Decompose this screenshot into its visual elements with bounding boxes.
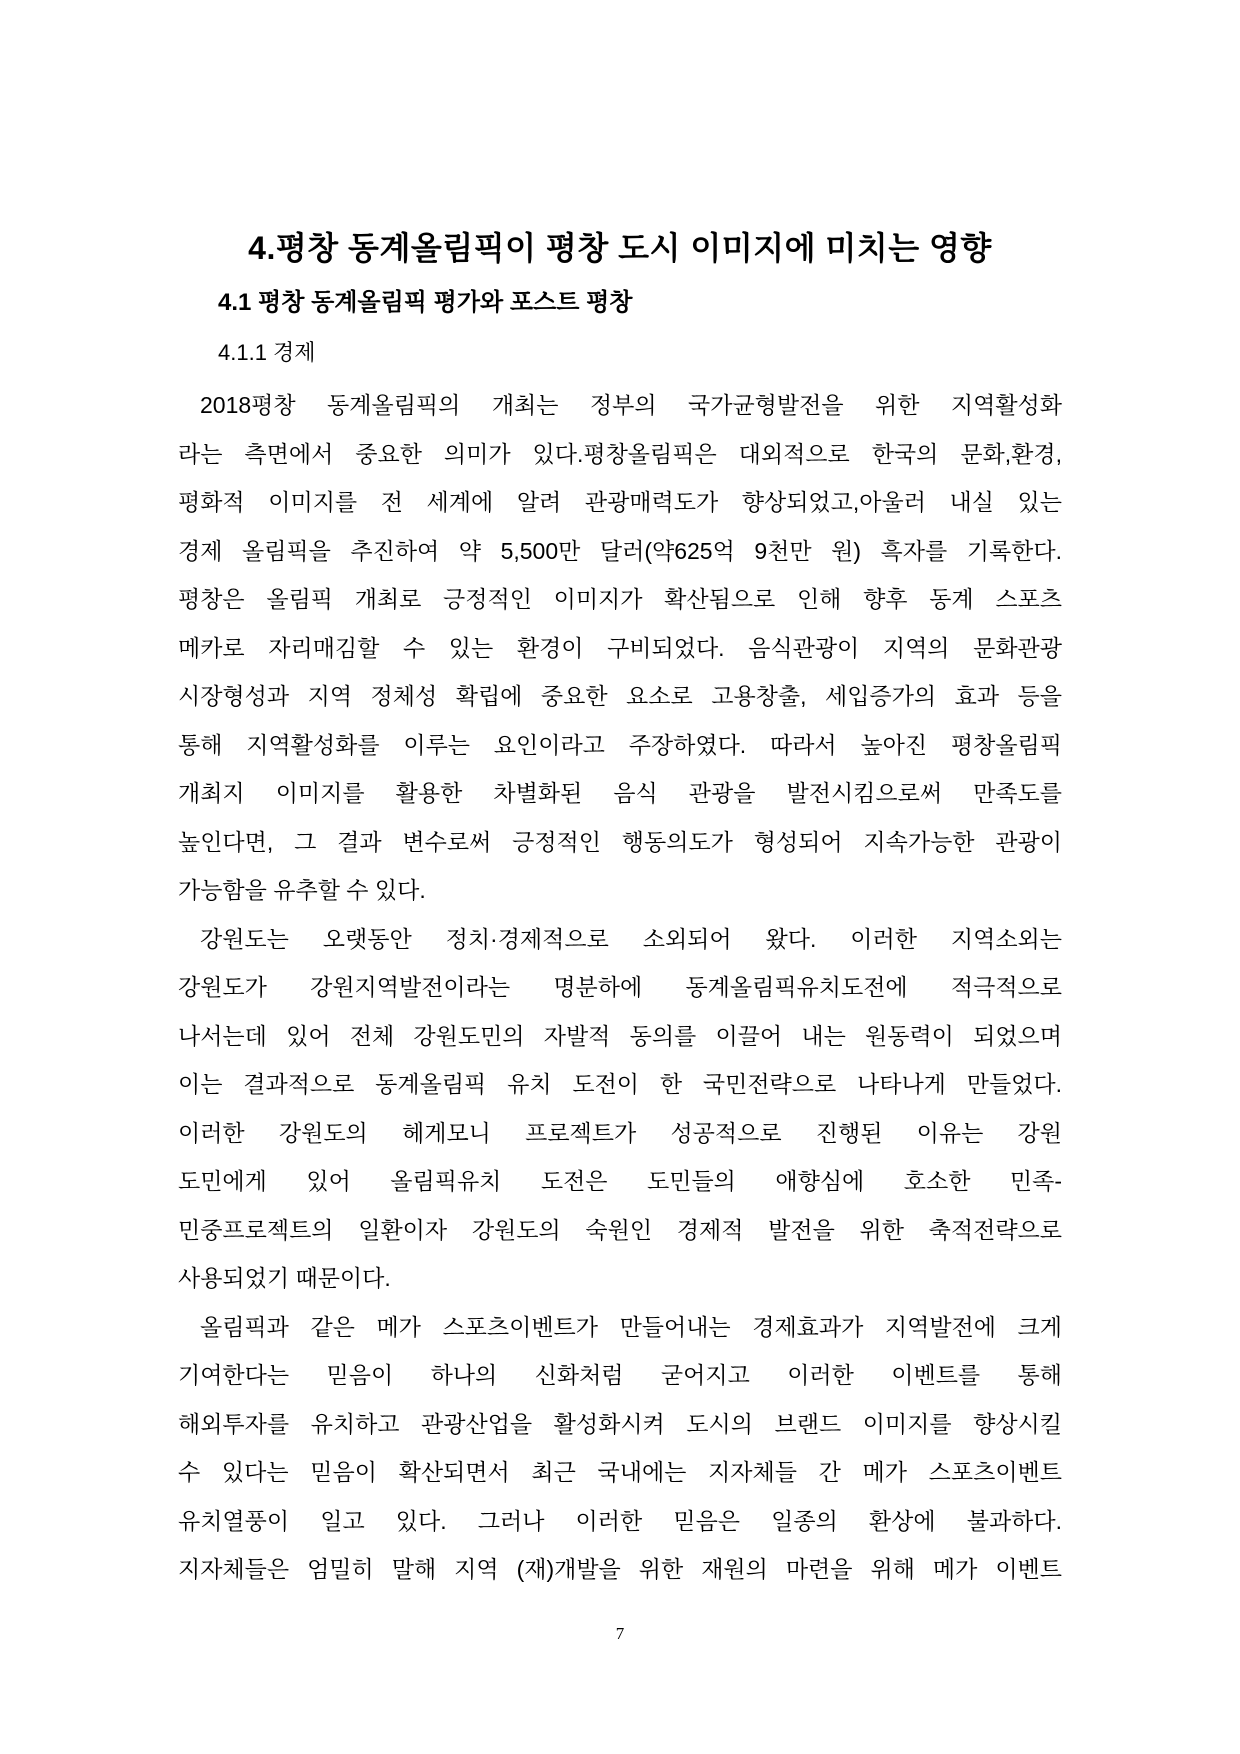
text-line: 수 있다는 믿음이 확산되면서 최근 국내에는 지자체들 간 메가 스포츠이벤트 — [178, 1459, 1062, 1485]
text-line: 가능함을 유추할 수 있다. — [178, 877, 426, 903]
text-line: 통해 지역활성화를 이루는 요인이라고 주장하였다. 따라서 높아진 평창올림픽 — [178, 731, 1062, 758]
page-number: 7 — [615, 1623, 625, 1643]
text-line: 높인다면, 그 결과 변수로써 긍정적인 행동의도가 형성되어 지속가능한 관광이 — [178, 828, 1062, 855]
subsubsection-heading: 4.1.1 경제 — [218, 340, 316, 365]
text-line: 개최지 이미지를 활용한 차별화된 음식 관광을 발전시킴으로써 만족도를 — [178, 780, 1062, 806]
text-line: 사용되었기 때문이다. — [178, 1265, 391, 1291]
paragraph — [178, 915, 1062, 1303]
section-heading: 4.평창 동계올림픽이 평창 도시 이미지에 미치는 영향 — [248, 230, 992, 266]
text-line: 해외투자를 유치하고 관광산업을 활성화시켜 도시의 브랜드 이미지를 향상시킬 — [178, 1410, 1062, 1437]
text-line: 경제 올림픽을 추진하여 약 5,500만 달러(약625억 9천만 원) 흑자를 기록한다. — [178, 537, 1062, 564]
text-line: 메카로 자리매김할 수 있는 환경이 구비되었다. 음식관광이 지역의 문화관광 — [178, 634, 1062, 661]
text-line: 도민에게 있어 올림픽유치 도전은 도민들의 애향심에 호소한 민족- — [178, 1168, 1062, 1194]
text-line: 이는 결과적으로 동계올림픽 유치 도전이 한 국민전략으로 나타나게 만들었다. — [178, 1071, 1062, 1097]
text-line: 2018평창 동계올림픽의 개최는 정부의 국가균형발전을 위한 지역활성화 — [200, 392, 1062, 418]
text-line: 이러한 강원도의 헤게모니 프로젝트가 성공적으로 진행된 이유는 강원 — [178, 1119, 1062, 1146]
text-line: 평창은 올림픽 개최로 긍정적인 이미지가 확산됨으로 인해 향후 동계 스포츠 — [178, 586, 1062, 612]
text-line: 평화적 이미지를 전 세계에 알려 관광매력도가 향상되었고,아울러 내실 있는 — [178, 489, 1062, 515]
body-text — [178, 381, 1062, 1594]
text-column — [178, 0, 1062, 1644]
subsection-heading: 4.1 평창 동계올림픽 평가와 포스트 평창 — [218, 289, 633, 316]
text-line: 시장형성과 지역 정체성 확립에 중요한 요소로 고용창출, 세입증가의 효과 등을 — [178, 683, 1062, 709]
text-line: 유치열풍이 일고 있다. 그러나 이러한 믿음은 일종의 환상에 불과하다. — [178, 1507, 1062, 1534]
text-line: 기여한다는 믿음이 하나의 신화처럼 굳어지고 이러한 이벤트를 통해 — [178, 1362, 1062, 1388]
paragraph — [178, 381, 1062, 915]
text-line: 민중프로젝트의 일환이자 강원도의 숙원인 경제적 발전을 위한 축적전략으로 — [178, 1216, 1062, 1243]
text-line: 지자체들은 엄밀히 말해 지역 (재)개발을 위한 재원의 마련을 위해 메가 이벤트 — [178, 1556, 1062, 1582]
text-line: 라는 측면에서 중요한 의미가 있다.평창올림픽은 대외적으로 한국의 문화,환경, — [178, 440, 1062, 467]
text-line: 나서는데 있어 전체 강원도민의 자발적 동의를 이끌어 내는 원동력이 되었으며 — [178, 1022, 1062, 1049]
text-line: 올림픽과 같은 메가 스포츠이벤트가 만들어내는 경제효과가 지역발전에 크게 — [200, 1313, 1062, 1340]
paragraph — [178, 1303, 1062, 1594]
text-line: 강원도는 오랫동안 정치·경제적으로 소외되어 왔다. 이러한 지역소외는 — [200, 925, 1062, 952]
text-line: 강원도가 강원지역발전이라는 명분하에 동계올림픽유치도전에 적극적으로 — [178, 974, 1062, 1000]
